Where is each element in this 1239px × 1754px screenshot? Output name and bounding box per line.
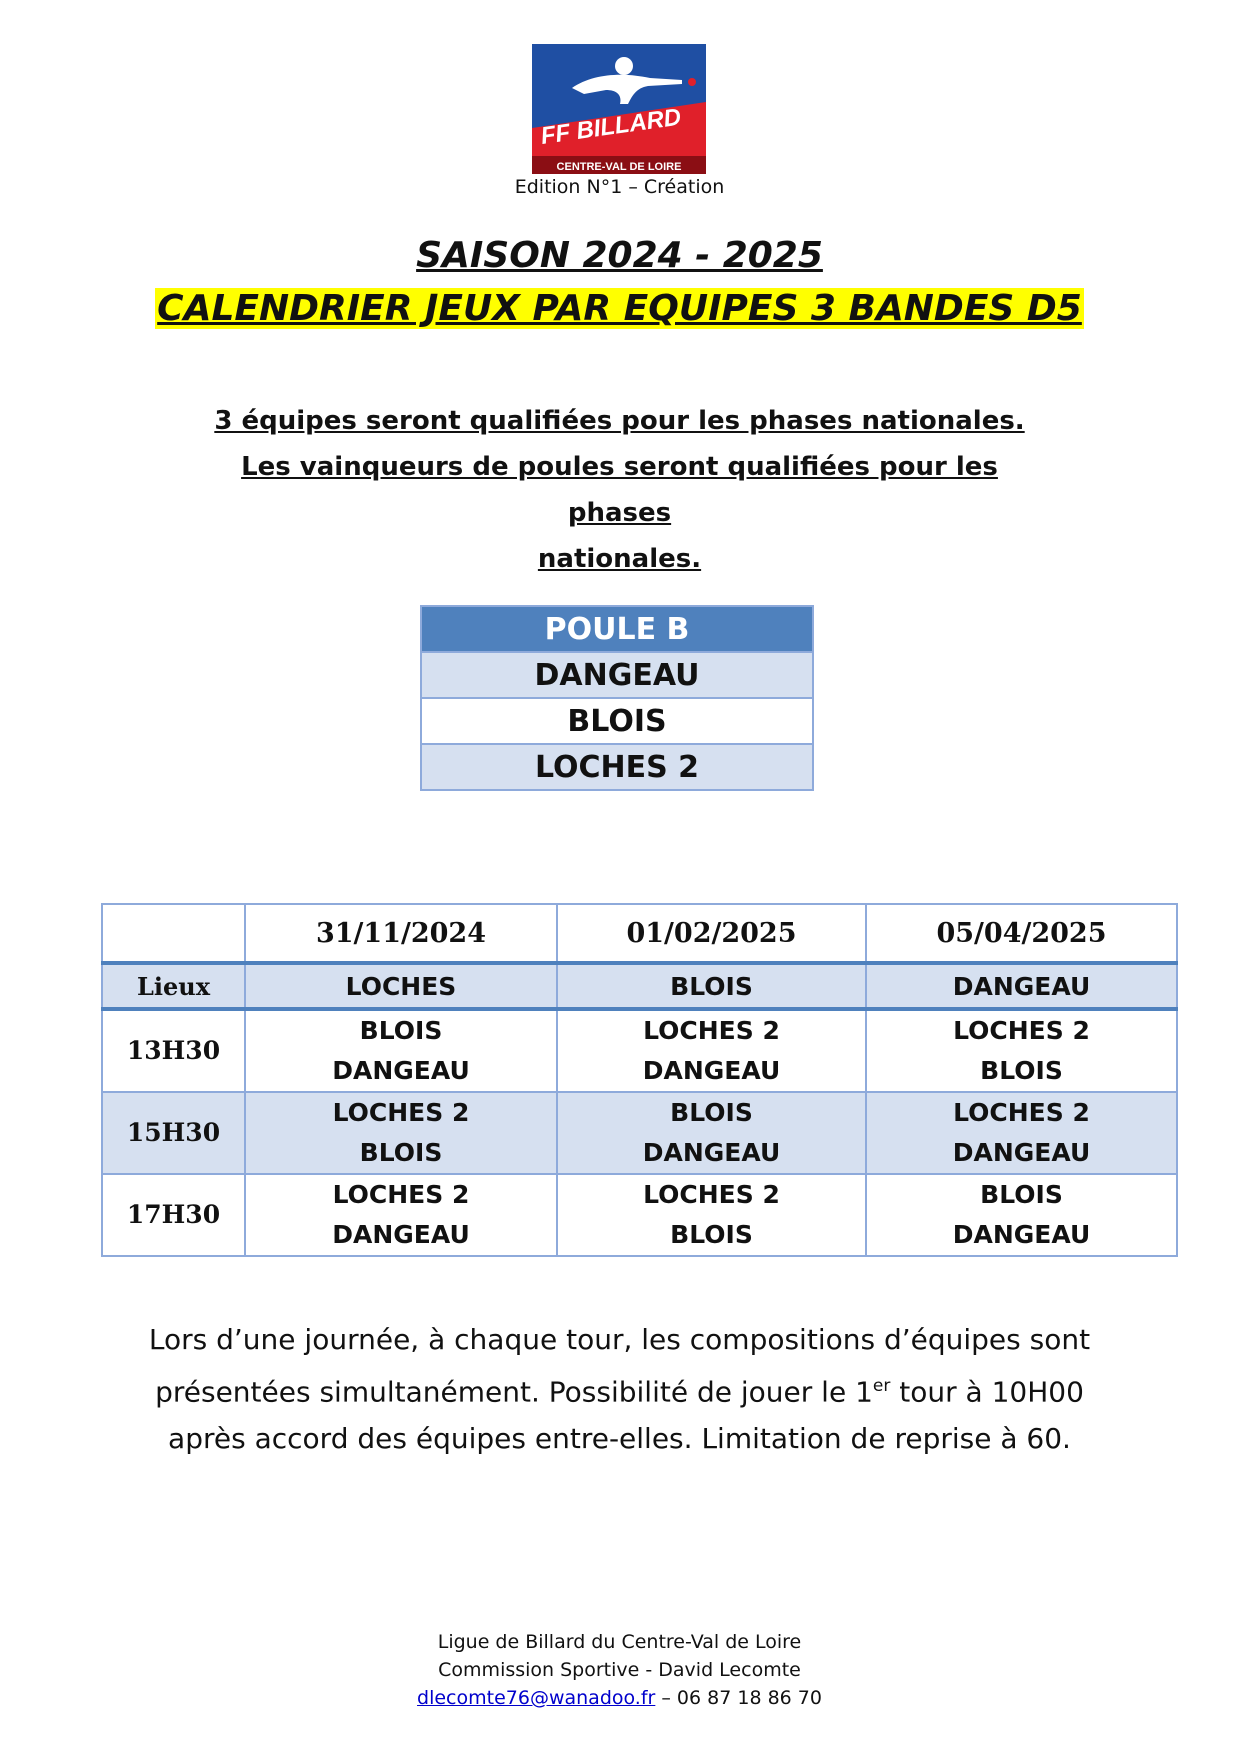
footer-commission: Commission Sportive - David Lecomte (438, 1659, 801, 1681)
match-cell: LOCHES 2 DANGEAU (866, 1092, 1177, 1174)
match-cell: LOCHES 2 BLOIS (557, 1174, 866, 1256)
ff-billard-logo (532, 44, 706, 174)
time-cell: 15H30 (102, 1092, 245, 1174)
qualification-info (200, 398, 1039, 582)
poule-title: POULE B (421, 606, 813, 652)
poule-team: DANGEAU (421, 652, 813, 698)
poule-team: LOCHES 2 (421, 744, 813, 790)
footer (0, 1628, 1239, 1712)
time-cell: 13H30 (102, 1009, 245, 1092)
match-cell: BLOIS DANGEAU (245, 1009, 557, 1092)
lieu-cell: BLOIS (557, 963, 866, 1009)
poule-team: BLOIS (421, 698, 813, 744)
match-cell: LOCHES 2 BLOIS (866, 1009, 1177, 1092)
lieu-cell: DANGEAU (866, 963, 1177, 1009)
date-cell: 05/04/2025 (866, 904, 1177, 963)
intro-line: 3 équipes seront qualifiées pour les phases nationales. (214, 406, 1025, 436)
footer-contact (0, 1684, 1239, 1712)
footer-organization: Ligue de Billard du Centre-Val de Loire (437, 1631, 802, 1653)
logo-region-text: CENTRE-VAL DE LOIRE (556, 161, 682, 173)
match-cell: BLOIS DANGEAU (557, 1092, 866, 1174)
time-cell: 17H30 (102, 1174, 245, 1256)
intro-line: Les vainqueurs de poules seront qualifiées pour les phases (241, 452, 998, 528)
time-slot-row (102, 1092, 1177, 1174)
lieux-label: Lieux (102, 963, 245, 1009)
date-header-row (102, 904, 1177, 963)
note-line: présentées simultanément. Possibilité de jouer le 1er tour à 10H00 (155, 1375, 1084, 1409)
note-line: Lors d’une journée, à chaque tour, les compositions d’équipes sont (148, 1323, 1091, 1356)
match-cell: LOCHES 2 DANGEAU (557, 1009, 866, 1092)
time-slot-row (102, 1009, 1177, 1092)
note-line: après accord des équipes entre-elles. Limitation de reprise à 60. (168, 1422, 1071, 1456)
time-slot-row (102, 1174, 1177, 1256)
match-cell: BLOIS DANGEAU (866, 1174, 1177, 1256)
intro-line: nationales. (537, 544, 702, 574)
phone-number: – 06 87 18 86 70 (655, 1687, 822, 1709)
date-cell: 31/11/2024 (245, 904, 557, 963)
lieux-row (102, 963, 1177, 1009)
lieu-cell: LOCHES (245, 963, 557, 1009)
logo-brand-text: FF BILLARD (539, 103, 683, 150)
date-cell: 01/02/2025 (557, 904, 866, 963)
rules-note (140, 1316, 1099, 1462)
poule-table (420, 605, 814, 791)
logo-graphic (532, 44, 706, 174)
email-link[interactable]: dlecomte76@wanadoo.fr (417, 1687, 656, 1709)
empty-corner-cell (102, 904, 245, 963)
match-cell: LOCHES 2 DANGEAU (245, 1174, 557, 1256)
calendar-title: CALENDRIER JEUX PAR EQUIPES 3 BANDES D5 (157, 288, 1082, 329)
edition-label: Edition N°1 – Création (514, 176, 725, 198)
season-title: SAISON 2024 - 2025 (416, 235, 823, 276)
match-cell: LOCHES 2 BLOIS (245, 1092, 557, 1174)
schedule-table (101, 903, 1178, 1257)
